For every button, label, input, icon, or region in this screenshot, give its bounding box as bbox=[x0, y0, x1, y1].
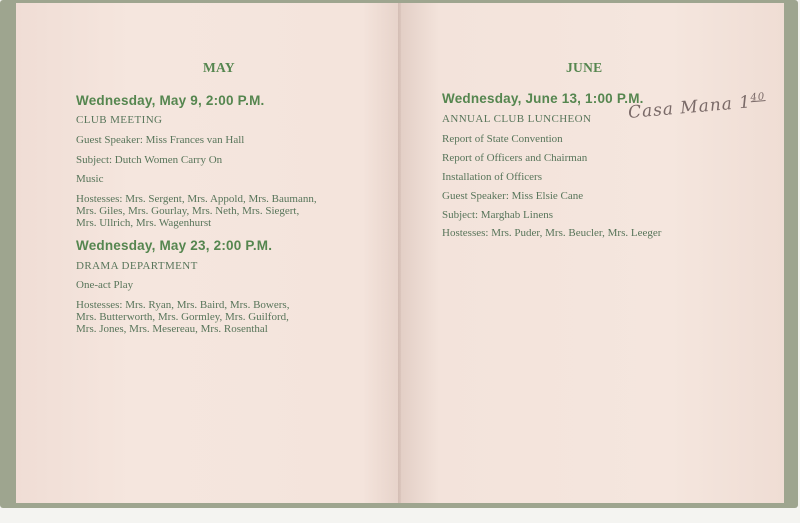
right-page bbox=[401, 3, 784, 503]
left-page bbox=[16, 3, 401, 503]
hostesses-line: Mrs. Ullrich, Mrs. Wagenhurst bbox=[76, 217, 212, 229]
event-line: Music bbox=[76, 173, 104, 185]
event-line: Guest Speaker: Miss Frances van Hall bbox=[76, 134, 245, 146]
event-title: DRAMA DEPARTMENT bbox=[76, 260, 198, 272]
hostesses-line: Mrs. Butterworth, Mrs. Gormley, Mrs. Guilford, bbox=[76, 311, 289, 323]
event-line: One-act Play bbox=[76, 279, 134, 291]
event-date: Wednesday, June 13, 1:00 P.M. bbox=[442, 91, 644, 106]
event-title: ANNUAL CLUB LUNCHEON bbox=[442, 113, 592, 125]
event-date: Wednesday, May 9, 2:00 P.M. bbox=[76, 93, 265, 108]
event-line: Report of State Convention bbox=[442, 133, 563, 145]
month-heading-june: JUNE bbox=[566, 60, 603, 75]
hostesses-line: Hostesses: Mrs. Puder, Mrs. Beucler, Mrs. Leeger bbox=[442, 227, 662, 239]
event-line: Subject: Dutch Women Carry On bbox=[76, 154, 223, 166]
hostesses-line: Hostesses: Mrs. Sergent, Mrs. Appold, Mrs. Baumann, bbox=[76, 193, 317, 205]
event-title: CLUB MEETING bbox=[76, 114, 163, 126]
event-date: Wednesday, May 23, 2:00 P.M. bbox=[76, 238, 273, 253]
event-line: Installation of Officers bbox=[442, 171, 542, 183]
handwritten-note: Casa Mana $1^{40}$ bbox=[627, 91, 766, 123]
event-line: Report of Officers and Chairman bbox=[442, 152, 588, 164]
month-heading-may: MAY bbox=[203, 60, 235, 75]
hostesses-line: Hostesses: Mrs. Ryan, Mrs. Baird, Mrs. Bowers, bbox=[76, 299, 290, 311]
event-line: Guest Speaker: Miss Elsie Cane bbox=[442, 190, 584, 202]
hostesses-line: Mrs. Giles, Mrs. Gourlay, Mrs. Neth, Mrs. Siegert, bbox=[76, 205, 300, 217]
hostesses-line: Mrs. Jones, Mrs. Mesereau, Mrs. Rosenthal bbox=[76, 323, 268, 335]
event-line: Subject: Marghab Linens bbox=[442, 209, 553, 221]
